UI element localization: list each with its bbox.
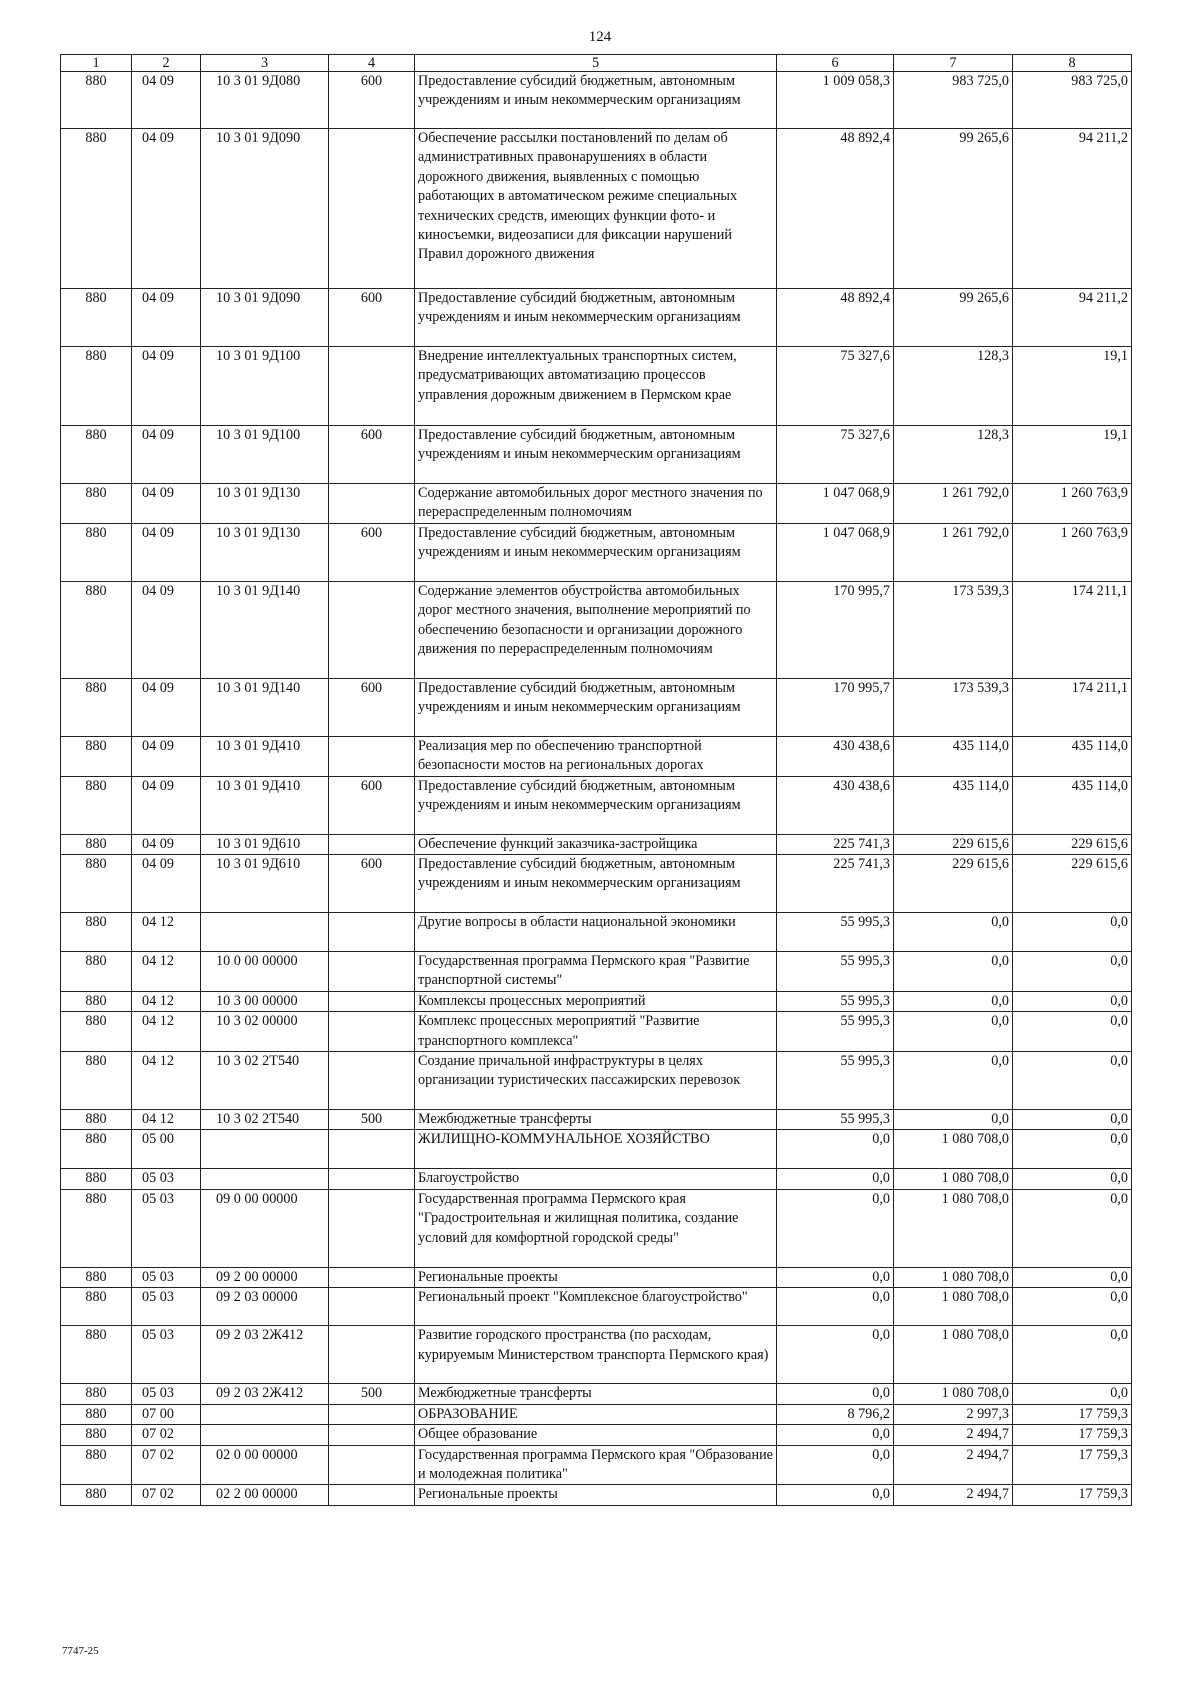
target-code-cell <box>201 1425 329 1445</box>
target-code-cell: 10 3 01 9Д410 <box>201 736 329 776</box>
section-code-cell: 04 09 <box>132 855 201 913</box>
amount-cell: 173 539,3 <box>894 581 1013 678</box>
amount-cell: 0,0 <box>1013 1012 1132 1052</box>
target-code-cell <box>201 913 329 952</box>
expense-type-cell <box>329 736 415 776</box>
description-cell: Обеспечение функций заказчика-застройщика <box>415 834 777 854</box>
admin-code-cell: 880 <box>61 426 132 484</box>
target-code-cell: 10 3 01 9Д130 <box>201 484 329 524</box>
description-cell: Межбюджетные трансферты <box>415 1110 777 1130</box>
admin-code-cell: 880 <box>61 484 132 524</box>
amount-cell: 1 260 763,9 <box>1013 484 1132 524</box>
amount-cell: 17 759,3 <box>1013 1445 1132 1485</box>
page-number: 124 <box>588 29 612 45</box>
admin-code-cell: 880 <box>61 1384 132 1404</box>
column-header: 6 <box>777 55 894 72</box>
description-cell: ЖИЛИЩНО-КОММУНАЛЬНОЕ ХОЗЯЙСТВО <box>415 1130 777 1169</box>
target-code-cell: 10 0 00 00000 <box>201 952 329 992</box>
table-row <box>61 484 1132 524</box>
expense-type-cell <box>329 347 415 426</box>
amount-cell: 0,0 <box>777 1189 894 1267</box>
amount-cell: 0,0 <box>777 1326 894 1384</box>
admin-code-cell: 880 <box>61 129 132 289</box>
amount-cell: 1 080 708,0 <box>894 1189 1013 1267</box>
admin-code-cell: 880 <box>61 1326 132 1384</box>
column-header: 8 <box>1013 55 1132 72</box>
amount-cell: 0,0 <box>894 1110 1013 1130</box>
expense-type-cell <box>329 1445 415 1485</box>
amount-cell: 0,0 <box>1013 1130 1132 1169</box>
admin-code-cell: 880 <box>61 1288 132 1326</box>
section-code-cell: 04 12 <box>132 1012 201 1052</box>
description-cell: Предоставление субсидий бюджетным, автономным учреждениям и иным некоммерческим организациям <box>415 426 777 484</box>
amount-cell: 2 997,3 <box>894 1404 1013 1424</box>
table-row <box>61 1384 1132 1404</box>
budget-table <box>60 54 1132 1506</box>
column-header: 2 <box>132 55 201 72</box>
expense-type-cell <box>329 1130 415 1169</box>
section-code-cell: 04 09 <box>132 129 201 289</box>
amount-cell: 170 995,7 <box>777 581 894 678</box>
expense-type-cell: 600 <box>329 776 415 834</box>
section-code-cell: 04 09 <box>132 426 201 484</box>
section-code-cell: 04 12 <box>132 991 201 1011</box>
expense-type-cell <box>329 991 415 1011</box>
expense-type-cell <box>329 1169 415 1189</box>
description-cell: Региональные проекты <box>415 1485 777 1505</box>
amount-cell: 55 995,3 <box>777 952 894 992</box>
amount-cell: 174 211,1 <box>1013 581 1132 678</box>
amount-cell: 19,1 <box>1013 347 1132 426</box>
admin-code-cell: 880 <box>61 523 132 581</box>
amount-cell: 99 265,6 <box>894 129 1013 289</box>
admin-code-cell: 880 <box>61 1169 132 1189</box>
description-cell: Межбюджетные трансферты <box>415 1384 777 1404</box>
target-code-cell: 02 0 00 00000 <box>201 1445 329 1485</box>
amount-cell: 2 494,7 <box>894 1425 1013 1445</box>
description-cell: Государственная программа Пермского края "Образование и молодежная политика" <box>415 1445 777 1485</box>
amount-cell: 173 539,3 <box>894 678 1013 736</box>
table-row <box>61 834 1132 854</box>
table-row <box>61 289 1132 347</box>
amount-cell: 0,0 <box>1013 1267 1132 1287</box>
section-code-cell: 05 03 <box>132 1169 201 1189</box>
section-code-cell: 04 09 <box>132 834 201 854</box>
description-cell: Предоставление субсидий бюджетным, автономным учреждениям и иным некоммерческим организациям <box>415 72 777 129</box>
table-row <box>61 129 1132 289</box>
target-code-cell: 09 2 03 2Ж412 <box>201 1326 329 1384</box>
expense-type-cell <box>329 1052 415 1110</box>
amount-cell: 0,0 <box>1013 1110 1132 1130</box>
admin-code-cell: 880 <box>61 1052 132 1110</box>
target-code-cell: 10 3 01 9Д140 <box>201 581 329 678</box>
table-row <box>61 952 1132 992</box>
admin-code-cell: 880 <box>61 834 132 854</box>
target-code-cell: 10 3 01 9Д610 <box>201 855 329 913</box>
table-row <box>61 1110 1132 1130</box>
section-code-cell: 04 09 <box>132 678 201 736</box>
table-row <box>61 1288 1132 1326</box>
column-header: 7 <box>894 55 1013 72</box>
section-code-cell: 04 09 <box>132 776 201 834</box>
description-cell: Предоставление субсидий бюджетным, автономным учреждениям и иным некоммерческим организациям <box>415 289 777 347</box>
amount-cell: 435 114,0 <box>894 776 1013 834</box>
admin-code-cell: 880 <box>61 1012 132 1052</box>
amount-cell: 0,0 <box>1013 952 1132 992</box>
target-code-cell: 10 3 02 2Т540 <box>201 1052 329 1110</box>
target-code-cell: 10 3 01 9Д140 <box>201 678 329 736</box>
admin-code-cell: 880 <box>61 991 132 1011</box>
description-cell: Другие вопросы в области национальной экономики <box>415 913 777 952</box>
amount-cell: 17 759,3 <box>1013 1485 1132 1505</box>
expense-type-cell <box>329 1485 415 1505</box>
admin-code-cell: 880 <box>61 347 132 426</box>
expense-type-cell: 600 <box>329 426 415 484</box>
amount-cell: 94 211,2 <box>1013 289 1132 347</box>
amount-cell: 430 438,6 <box>777 776 894 834</box>
target-code-cell: 10 3 01 9Д610 <box>201 834 329 854</box>
description-cell: Комплекс процессных мероприятий "Развитие транспортного комплекса" <box>415 1012 777 1052</box>
expense-type-cell <box>329 913 415 952</box>
section-code-cell: 05 00 <box>132 1130 201 1169</box>
target-code-cell <box>201 1169 329 1189</box>
amount-cell: 983 725,0 <box>894 72 1013 129</box>
expense-type-cell <box>329 952 415 992</box>
table-row <box>61 1130 1132 1169</box>
amount-cell: 229 615,6 <box>894 855 1013 913</box>
section-code-cell: 04 12 <box>132 1052 201 1110</box>
section-code-cell: 04 12 <box>132 913 201 952</box>
target-code-cell: 10 3 00 00000 <box>201 991 329 1011</box>
amount-cell: 0,0 <box>1013 1169 1132 1189</box>
table-row <box>61 1326 1132 1384</box>
table-row <box>61 72 1132 129</box>
amount-cell: 1 047 068,9 <box>777 484 894 524</box>
amount-cell: 2 494,7 <box>894 1445 1013 1485</box>
amount-cell: 0,0 <box>777 1130 894 1169</box>
admin-code-cell: 880 <box>61 1267 132 1287</box>
expense-type-cell: 600 <box>329 289 415 347</box>
amount-cell: 1 261 792,0 <box>894 484 1013 524</box>
amount-cell: 0,0 <box>894 913 1013 952</box>
amount-cell: 0,0 <box>777 1384 894 1404</box>
description-cell: ОБРАЗОВАНИЕ <box>415 1404 777 1424</box>
admin-code-cell: 880 <box>61 289 132 347</box>
amount-cell: 0,0 <box>777 1169 894 1189</box>
description-cell: Содержание автомобильных дорог местного значения по перераспределенным полномочиям <box>415 484 777 524</box>
description-cell: Комплексы процессных мероприятий <box>415 991 777 1011</box>
expense-type-cell <box>329 1404 415 1424</box>
table-row <box>61 1404 1132 1424</box>
description-cell: Предоставление субсидий бюджетным, автономным учреждениям и иным некоммерческим организациям <box>415 776 777 834</box>
target-code-cell: 10 3 01 9Д080 <box>201 72 329 129</box>
section-code-cell: 04 09 <box>132 523 201 581</box>
description-cell: Предоставление субсидий бюджетным, автономным учреждениям и иным некоммерческим организациям <box>415 855 777 913</box>
target-code-cell <box>201 1404 329 1424</box>
description-cell: Региональный проект "Комплексное благоустройство" <box>415 1288 777 1326</box>
table-row <box>61 776 1132 834</box>
admin-code-cell: 880 <box>61 1425 132 1445</box>
target-code-cell: 09 2 03 2Ж412 <box>201 1384 329 1404</box>
amount-cell: 0,0 <box>894 1052 1013 1110</box>
expense-type-cell <box>329 1288 415 1326</box>
amount-cell: 17 759,3 <box>1013 1404 1132 1424</box>
column-header: 1 <box>61 55 132 72</box>
description-cell: Внедрение интеллектуальных транспортных систем, предусматривающих автоматизацию процессов управления дорожным движением в Пермском крае <box>415 347 777 426</box>
column-header: 3 <box>201 55 329 72</box>
section-code-cell: 05 03 <box>132 1189 201 1267</box>
section-code-cell: 05 03 <box>132 1288 201 1326</box>
admin-code-cell: 880 <box>61 952 132 992</box>
amount-cell: 1 080 708,0 <box>894 1384 1013 1404</box>
amount-cell: 174 211,1 <box>1013 678 1132 736</box>
amount-cell: 170 995,7 <box>777 678 894 736</box>
description-cell: Государственная программа Пермского края "Градостроительная и жилищная политика, создание условий для комфортной городской среды" <box>415 1189 777 1267</box>
section-code-cell: 04 12 <box>132 952 201 992</box>
amount-cell: 94 211,2 <box>1013 129 1132 289</box>
table-row <box>61 1189 1132 1267</box>
column-header: 4 <box>329 55 415 72</box>
admin-code-cell: 880 <box>61 581 132 678</box>
footer-code: 7747-25 <box>62 1645 99 1657</box>
amount-cell: 0,0 <box>1013 1189 1132 1267</box>
amount-cell: 435 114,0 <box>1013 776 1132 834</box>
section-code-cell: 04 09 <box>132 289 201 347</box>
amount-cell: 1 080 708,0 <box>894 1169 1013 1189</box>
amount-cell: 17 759,3 <box>1013 1425 1132 1445</box>
target-code-cell: 09 0 00 00000 <box>201 1189 329 1267</box>
expense-type-cell <box>329 1189 415 1267</box>
expense-type-cell <box>329 129 415 289</box>
amount-cell: 1 080 708,0 <box>894 1130 1013 1169</box>
target-code-cell: 10 3 01 9Д090 <box>201 289 329 347</box>
expense-type-cell <box>329 834 415 854</box>
amount-cell: 48 892,4 <box>777 289 894 347</box>
admin-code-cell: 880 <box>61 855 132 913</box>
admin-code-cell: 880 <box>61 678 132 736</box>
amount-cell: 1 261 792,0 <box>894 523 1013 581</box>
admin-code-cell: 880 <box>61 1110 132 1130</box>
target-code-cell: 10 3 01 9Д410 <box>201 776 329 834</box>
section-code-cell: 05 03 <box>132 1384 201 1404</box>
section-code-cell: 04 09 <box>132 581 201 678</box>
expense-type-cell: 600 <box>329 72 415 129</box>
description-cell: Развитие городского пространства (по расходам, курируемым Министерством транспорта Пермского края) <box>415 1326 777 1384</box>
description-cell: Предоставление субсидий бюджетным, автономным учреждениям и иным некоммерческим организациям <box>415 678 777 736</box>
description-cell: Предоставление субсидий бюджетным, автономным учреждениям и иным некоммерческим организациям <box>415 523 777 581</box>
description-cell: Создание причальной инфраструктуры в целях организации туристических пассажирских перевозок <box>415 1052 777 1110</box>
amount-cell: 1 080 708,0 <box>894 1288 1013 1326</box>
expense-type-cell: 600 <box>329 855 415 913</box>
admin-code-cell: 880 <box>61 913 132 952</box>
description-cell: Государственная программа Пермского края "Развитие транспортной системы" <box>415 952 777 992</box>
target-code-cell: 10 3 01 9Д090 <box>201 129 329 289</box>
amount-cell: 0,0 <box>777 1267 894 1287</box>
amount-cell: 1 260 763,9 <box>1013 523 1132 581</box>
table-row <box>61 991 1132 1011</box>
amount-cell: 0,0 <box>1013 1326 1132 1384</box>
description-cell: Региональные проекты <box>415 1267 777 1287</box>
amount-cell: 225 741,3 <box>777 855 894 913</box>
expense-type-cell <box>329 1267 415 1287</box>
expense-type-cell: 600 <box>329 678 415 736</box>
amount-cell: 2 494,7 <box>894 1485 1013 1505</box>
table-row <box>61 913 1132 952</box>
description-cell: Общее образование <box>415 1425 777 1445</box>
admin-code-cell: 880 <box>61 1404 132 1424</box>
amount-cell: 430 438,6 <box>777 736 894 776</box>
section-code-cell: 07 02 <box>132 1445 201 1485</box>
target-code-cell: 09 2 00 00000 <box>201 1267 329 1287</box>
amount-cell: 8 796,2 <box>777 1404 894 1424</box>
amount-cell: 75 327,6 <box>777 347 894 426</box>
table-row <box>61 1485 1132 1505</box>
amount-cell: 1 047 068,9 <box>777 523 894 581</box>
table-body <box>61 72 1132 1506</box>
column-header: 5 <box>415 55 777 72</box>
target-code-cell: 09 2 03 00000 <box>201 1288 329 1326</box>
table-row <box>61 523 1132 581</box>
amount-cell: 0,0 <box>1013 1384 1132 1404</box>
description-cell: Реализация мер по обеспечению транспортной безопасности мостов на региональных дорогах <box>415 736 777 776</box>
admin-code-cell: 880 <box>61 1445 132 1485</box>
amount-cell: 435 114,0 <box>1013 736 1132 776</box>
amount-cell: 0,0 <box>1013 991 1132 1011</box>
section-code-cell: 07 02 <box>132 1485 201 1505</box>
table-row <box>61 1169 1132 1189</box>
target-code-cell <box>201 1130 329 1169</box>
table-row <box>61 1052 1132 1110</box>
section-code-cell: 04 09 <box>132 484 201 524</box>
table-row <box>61 1012 1132 1052</box>
amount-cell: 435 114,0 <box>894 736 1013 776</box>
amount-cell: 0,0 <box>894 952 1013 992</box>
section-code-cell: 04 09 <box>132 72 201 129</box>
amount-cell: 55 995,3 <box>777 1110 894 1130</box>
table-row <box>61 678 1132 736</box>
amount-cell: 55 995,3 <box>777 1012 894 1052</box>
table-row <box>61 581 1132 678</box>
amount-cell: 1 080 708,0 <box>894 1326 1013 1384</box>
target-code-cell: 02 2 00 00000 <box>201 1485 329 1505</box>
expense-type-cell: 500 <box>329 1384 415 1404</box>
table-row <box>61 347 1132 426</box>
target-code-cell: 10 3 02 2Т540 <box>201 1110 329 1130</box>
admin-code-cell: 880 <box>61 72 132 129</box>
table-row <box>61 736 1132 776</box>
amount-cell: 48 892,4 <box>777 129 894 289</box>
admin-code-cell: 880 <box>61 1189 132 1267</box>
amount-cell: 225 741,3 <box>777 834 894 854</box>
amount-cell: 19,1 <box>1013 426 1132 484</box>
table-row <box>61 1445 1132 1485</box>
amount-cell: 229 615,6 <box>1013 855 1132 913</box>
table-row <box>61 855 1132 913</box>
table-row <box>61 1267 1132 1287</box>
amount-cell: 55 995,3 <box>777 913 894 952</box>
amount-cell: 99 265,6 <box>894 289 1013 347</box>
description-cell: Обеспечение рассылки постановлений по делам об административных правонарушениях в области дорожного движения, выявленных с помощью работающих в автоматическом режиме специальных технических средств, имеющих функции фото- и киносъемки, видеозаписи для фиксации нарушений Правил дорожного движения <box>415 129 777 289</box>
target-code-cell: 10 3 01 9Д100 <box>201 426 329 484</box>
amount-cell: 0,0 <box>894 991 1013 1011</box>
expense-type-cell: 600 <box>329 523 415 581</box>
amount-cell: 0,0 <box>777 1425 894 1445</box>
table-header-row <box>61 55 1132 72</box>
amount-cell: 1 009 058,3 <box>777 72 894 129</box>
amount-cell: 128,3 <box>894 426 1013 484</box>
amount-cell: 229 615,6 <box>1013 834 1132 854</box>
table-row <box>61 1425 1132 1445</box>
amount-cell: 0,0 <box>1013 1052 1132 1110</box>
amount-cell: 229 615,6 <box>894 834 1013 854</box>
section-code-cell: 07 00 <box>132 1404 201 1424</box>
expense-type-cell: 500 <box>329 1110 415 1130</box>
amount-cell: 0,0 <box>1013 1288 1132 1326</box>
section-code-cell: 05 03 <box>132 1267 201 1287</box>
amount-cell: 983 725,0 <box>1013 72 1132 129</box>
amount-cell: 55 995,3 <box>777 1052 894 1110</box>
expense-type-cell <box>329 1012 415 1052</box>
admin-code-cell: 880 <box>61 736 132 776</box>
amount-cell: 0,0 <box>777 1445 894 1485</box>
amount-cell: 0,0 <box>1013 913 1132 952</box>
admin-code-cell: 880 <box>61 1130 132 1169</box>
expense-type-cell <box>329 1425 415 1445</box>
amount-cell: 1 080 708,0 <box>894 1267 1013 1287</box>
amount-cell: 0,0 <box>777 1485 894 1505</box>
section-code-cell: 05 03 <box>132 1326 201 1384</box>
section-code-cell: 07 02 <box>132 1425 201 1445</box>
admin-code-cell: 880 <box>61 1485 132 1505</box>
section-code-cell: 04 09 <box>132 736 201 776</box>
amount-cell: 0,0 <box>894 1012 1013 1052</box>
table-row <box>61 426 1132 484</box>
target-code-cell: 10 3 01 9Д100 <box>201 347 329 426</box>
expense-type-cell <box>329 1326 415 1384</box>
amount-cell: 55 995,3 <box>777 991 894 1011</box>
description-cell: Содержание элементов обустройства автомобильных дорог местного значения, выполнение мероприятий по обеспечению безопасности и организации дорожного движения по перераспределенным полномочиям <box>415 581 777 678</box>
amount-cell: 0,0 <box>777 1288 894 1326</box>
section-code-cell: 04 09 <box>132 347 201 426</box>
target-code-cell: 10 3 01 9Д130 <box>201 523 329 581</box>
target-code-cell: 10 3 02 00000 <box>201 1012 329 1052</box>
description-cell: Благоустройство <box>415 1169 777 1189</box>
amount-cell: 128,3 <box>894 347 1013 426</box>
expense-type-cell <box>329 484 415 524</box>
admin-code-cell: 880 <box>61 776 132 834</box>
amount-cell: 75 327,6 <box>777 426 894 484</box>
section-code-cell: 04 12 <box>132 1110 201 1130</box>
expense-type-cell <box>329 581 415 678</box>
